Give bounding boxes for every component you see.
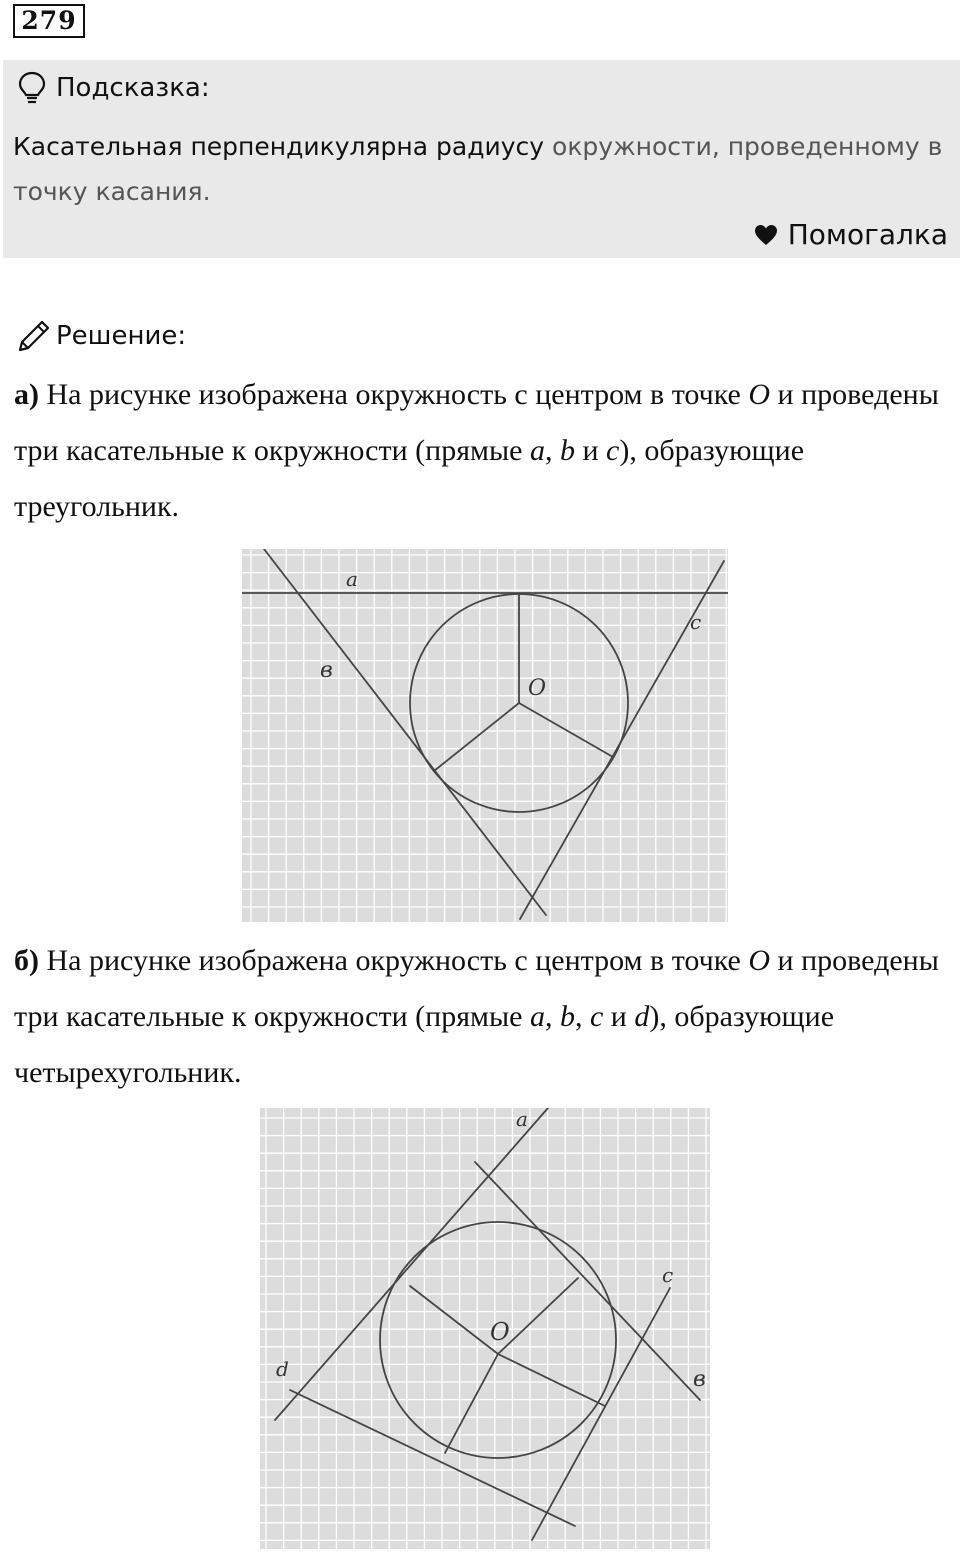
part-b-var-d: d xyxy=(634,1000,650,1033)
part-b-label: б) xyxy=(14,944,39,977)
part-b-var-a: a xyxy=(529,1000,545,1033)
hint-header xyxy=(16,70,210,106)
part-a-text-1: На рисунке изображена окружность с центром в точке xyxy=(39,378,749,411)
lightbulb-icon xyxy=(16,71,48,105)
hint-text xyxy=(13,124,953,214)
radius-b-1 xyxy=(410,1286,498,1354)
part-a-var-o: O xyxy=(748,378,771,411)
fig-b-label-d: d xyxy=(276,1357,289,1381)
part-a-var-b: b xyxy=(559,434,575,467)
fig-b-label-c: c xyxy=(662,1263,674,1287)
solution-part-a xyxy=(14,367,944,535)
problem-number: 279 xyxy=(13,4,85,38)
figure-b xyxy=(260,1108,710,1549)
pencil-icon xyxy=(16,318,52,354)
fig-a-label-a: a xyxy=(346,567,358,591)
credit-label: Помогалка xyxy=(787,218,948,251)
figure-a xyxy=(242,549,728,922)
part-b-and: и xyxy=(603,1000,635,1033)
tangent-line-a xyxy=(275,1108,548,1420)
hint-text-key: Касательная перпендикулярна радиусу xyxy=(13,132,545,161)
tangent-line-b xyxy=(264,549,546,915)
part-b-var-b: b xyxy=(559,1000,575,1033)
solution-part-b xyxy=(14,933,944,1101)
part-b-text-2: и проведены три касательные к окружности (прямые xyxy=(14,944,939,1033)
part-b-sep-1: , xyxy=(544,1000,560,1033)
radius-b-2 xyxy=(498,1278,578,1354)
figure-a-grid xyxy=(242,549,728,922)
part-b-text-1: На рисунке изображена окружность с центром в точке xyxy=(39,944,749,977)
part-b-var-c: c xyxy=(589,1000,604,1033)
part-a-var-c: c xyxy=(606,434,620,467)
part-b-sep-2: , xyxy=(574,1000,590,1033)
figure-a-drawing xyxy=(242,549,728,919)
part-a-and: и xyxy=(574,434,607,467)
part-b-var-o: O xyxy=(748,944,771,977)
fig-a-label-c: c xyxy=(690,610,702,634)
fig-a-label-b: в xyxy=(320,658,333,683)
hint-text-rest: окружности, проведенному в точку касания. xyxy=(13,132,943,206)
fig-a-label-o: O xyxy=(528,676,547,701)
part-a-var-a: a xyxy=(529,434,545,467)
part-a-label: а) xyxy=(14,378,39,411)
hint-title: Подсказка: xyxy=(56,73,210,103)
radius-b-3 xyxy=(498,1354,605,1406)
part-a-text-2: и проведены три касательные к окружности (прямые xyxy=(14,378,939,467)
radius-b-4 xyxy=(445,1354,498,1453)
solution-header xyxy=(16,318,186,354)
part-b-text-3: ), образующие четырехугольник. xyxy=(14,1000,835,1089)
credit xyxy=(754,218,948,251)
fig-b-label-o: O xyxy=(490,1318,510,1346)
part-a-sep-1: , xyxy=(544,434,560,467)
part-a-text-3: ), образующие треугольник. xyxy=(14,434,805,523)
solution-title: Решение: xyxy=(56,321,187,351)
hint-box xyxy=(3,60,960,258)
fig-b-label-b: в xyxy=(693,1367,706,1392)
heart-icon xyxy=(754,224,778,246)
fig-b-label-a: a xyxy=(516,1108,528,1131)
